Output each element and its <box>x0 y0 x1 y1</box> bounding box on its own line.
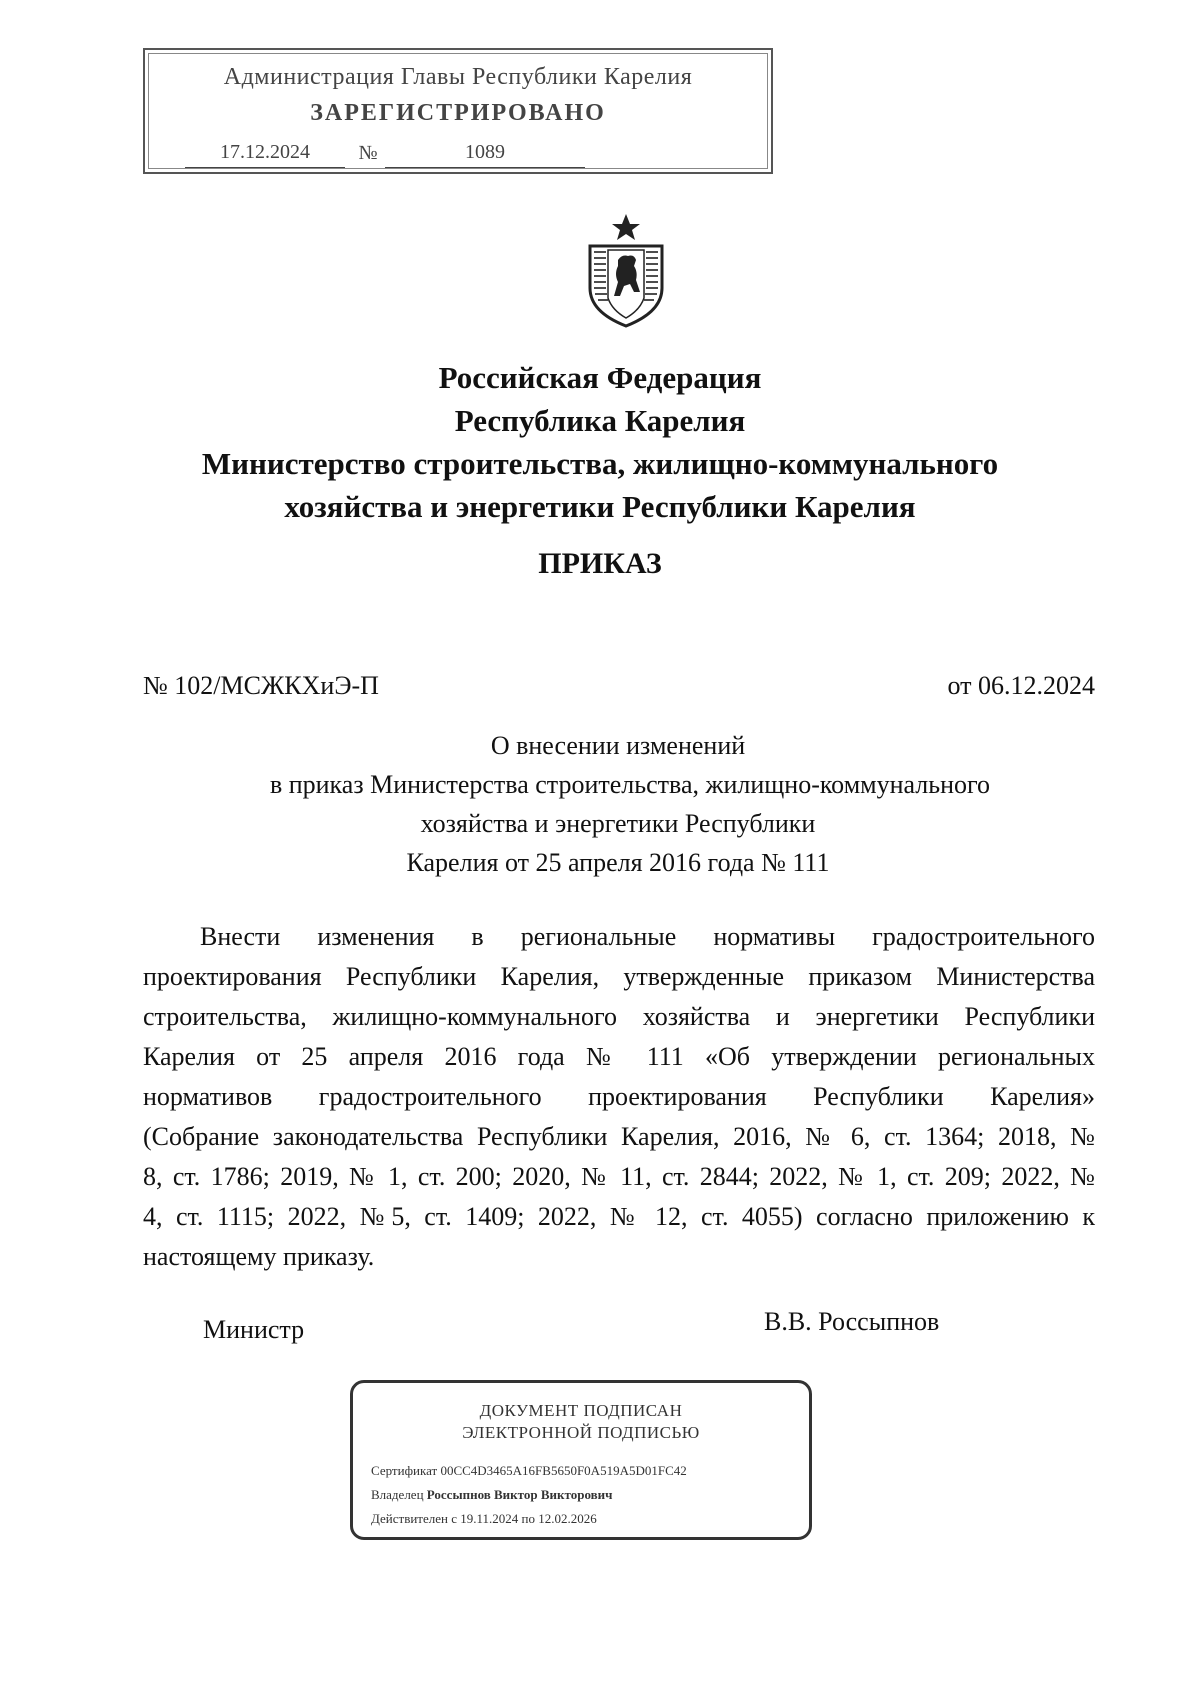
body-line: нормативов градостроительного проектирования Республики Карелия» <box>143 1082 1095 1111</box>
registration-stamp <box>143 48 773 174</box>
body-line: проектирования Республики Карелия, утвержденные приказом Министерства <box>143 962 1095 991</box>
registration-date: 17.12.2024 <box>185 141 345 168</box>
signatory-name: В.В. Россыпнов <box>764 1307 940 1336</box>
registration-authority: Администрация Главы Республики Карелия <box>223 64 693 90</box>
body-line: строительства, жилищно-коммунального хозяйства и энергетики Республики <box>143 1002 1095 1031</box>
body-line: настоящему приказу. <box>143 1242 375 1271</box>
validity-to-label: по <box>521 1511 535 1526</box>
body-line: Карелия от 25 апреля 2016 года № 111 «Об утверждении региональных <box>143 1042 1095 1071</box>
signatory-title: Министр <box>203 1315 305 1344</box>
electronic-signature-stamp <box>350 1380 812 1540</box>
certificate-label: Сертификат <box>371 1463 438 1478</box>
certificate-row <box>371 1463 687 1479</box>
subject-line3: хозяйства и энергетики Республики <box>420 809 816 838</box>
body-line: Внести изменения в региональные нормативы градостроительного <box>200 922 1095 951</box>
body-line: (Собрание законодательства Республики Карелия, 2016, № 6, ст. 1364; 2018, № <box>143 1122 1095 1151</box>
validity-to: 12.02.2026 <box>538 1511 597 1526</box>
validity-from: 19.11.2024 <box>460 1511 519 1526</box>
registration-number-sign: № <box>358 142 378 164</box>
subject-line1: О внесении изменений <box>490 731 746 760</box>
subject-line2: в приказ Министерства строительства, жилищно-коммунального <box>269 770 991 799</box>
registration-number: 1089 <box>385 141 585 168</box>
header-republic: Республика Карелия <box>454 403 746 438</box>
registration-details <box>185 138 745 168</box>
signature-stamp-title1: ДОКУМЕНТ ПОДПИСАН <box>479 1401 683 1420</box>
validity-label: Действителен с <box>371 1511 457 1526</box>
registration-status: ЗАРЕГИСТРИРОВАНО <box>310 100 606 126</box>
validity-row <box>371 1511 597 1527</box>
order-date: от 06.12.2024 <box>947 671 1095 700</box>
order-number: № 102/МСЖКХиЭ-П <box>143 671 379 700</box>
owner-label: Владелец <box>371 1487 424 1502</box>
header-ministry-line2: хозяйства и энергетики Республики Карелия <box>284 489 916 524</box>
subject-line4: Карелия от 25 апреля 2016 года № 111 <box>406 848 830 877</box>
header-country: Российская Федерация <box>438 360 762 395</box>
certificate-value: 00CC4D3465A16FB5650F0A519A5D01FC42 <box>440 1463 687 1478</box>
owner-value: Россыпнов Виктор Викторович <box>426 1487 613 1502</box>
karelia-coat-of-arms-icon <box>580 212 672 328</box>
body-line: 8, ст. 1786; 2019, № 1, ст. 200; 2020, № 11, ст. 2844; 2022, № 1, ст. 209; 2022, № <box>143 1162 1095 1191</box>
document-type: ПРИКАЗ <box>538 547 662 580</box>
body-line: 4, ст. 1115; 2022, №5, ст. 1409; 2022, № 12, ст. 4055) согласно приложению к <box>143 1202 1095 1231</box>
header-ministry-line1: Министерство строительства, жилищно-коммунального <box>201 446 999 481</box>
owner-row <box>371 1487 612 1503</box>
signature-stamp-title2: ЭЛЕКТРОННОЙ ПОДПИСЬЮ <box>462 1423 700 1442</box>
